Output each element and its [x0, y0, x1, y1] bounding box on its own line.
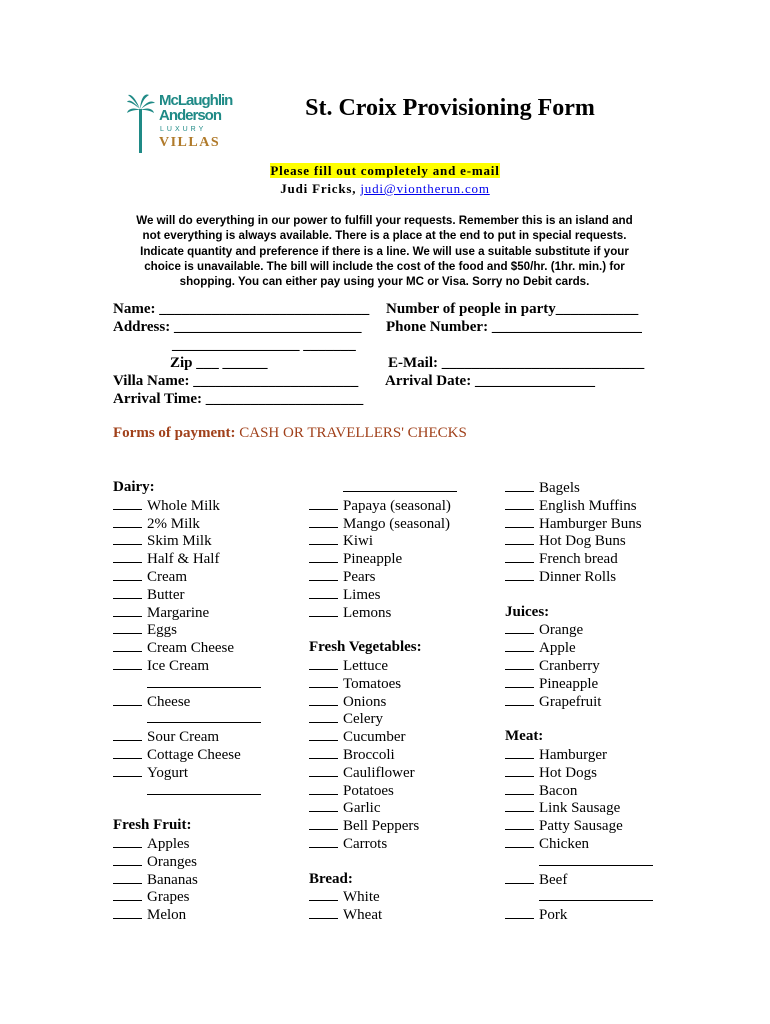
logo-line-1: McLaughlin — [159, 92, 233, 109]
quantity-blank[interactable] — [309, 746, 338, 759]
item-label: Dinner Rolls — [539, 568, 617, 585]
item-skim-milk — [113, 532, 261, 550]
quantity-blank[interactable] — [505, 782, 534, 795]
quantity-blank[interactable] — [505, 479, 534, 492]
spacer — [505, 710, 653, 728]
spacer — [309, 621, 457, 639]
quantity-blank[interactable] — [505, 550, 534, 563]
item-label: Carrots — [343, 835, 388, 852]
arrival-date-field[interactable]: Arrival Date: ________________ — [385, 373, 595, 389]
item-cottage-cheese — [113, 746, 261, 764]
intro-line: We will do everything in our power to fulfill your requests. Remember this is an island and — [136, 214, 633, 227]
quantity-blank[interactable] — [113, 515, 142, 528]
quantity-blank[interactable] — [113, 888, 142, 901]
item-white — [309, 888, 457, 906]
item-label: Kiwi — [343, 533, 373, 550]
quantity-blank[interactable] — [309, 835, 338, 848]
quantity-blank[interactable] — [505, 746, 534, 759]
name-field[interactable]: Name: ____________________________ — [113, 301, 370, 317]
item-label: Tomatoes — [343, 675, 402, 692]
item-bacon — [505, 782, 653, 800]
item-wheat — [309, 906, 457, 924]
write-in-line[interactable] — [113, 675, 261, 693]
item-bell-peppers — [309, 817, 457, 835]
quantity-blank[interactable] — [505, 515, 534, 528]
item-label: Potatoes — [343, 782, 394, 799]
logo-line-3: LUXURY — [160, 126, 207, 133]
item-label: Pears — [343, 568, 376, 585]
quantity-blank[interactable] — [309, 568, 338, 581]
quantity-blank[interactable] — [113, 871, 142, 884]
item-margarine — [113, 604, 261, 622]
quantity-blank[interactable] — [309, 817, 338, 830]
item-label: Papaya (seasonal) — [343, 497, 451, 514]
write-in-line[interactable] — [505, 853, 653, 871]
address-line-2-field[interactable]: _________________ _______ — [172, 337, 356, 353]
item-label: Apples — [147, 835, 190, 852]
item-label: Garlic — [343, 800, 381, 817]
section-header: Fresh Fruit: — [113, 817, 192, 834]
intro-line: not everything is always available. There is a place at the end to put in special requests. — [142, 229, 627, 243]
quantity-blank[interactable] — [113, 906, 142, 919]
intro-paragraph — [112, 213, 657, 289]
item-tomatoes — [309, 675, 457, 693]
item-label: Pineapple — [343, 551, 403, 568]
quantity-blank[interactable] — [505, 817, 534, 830]
quantity-blank[interactable] — [113, 835, 142, 848]
section-header: Bread: — [309, 870, 353, 887]
item-beef — [505, 871, 653, 889]
item-bananas — [113, 871, 261, 889]
item-yogurt — [113, 764, 261, 782]
item-bagels — [505, 479, 653, 497]
item-mango-seasonal — [309, 515, 457, 533]
item-cranberry — [505, 657, 653, 675]
item-half-half — [113, 550, 261, 568]
item-chicken — [505, 835, 653, 853]
intro-line: choice is unavailable. The bill will include the cost of the food and $50/hr. (1hr. min.) for — [144, 259, 625, 273]
item-hamburger-buns — [505, 515, 653, 533]
write-in-blank[interactable] — [147, 675, 261, 688]
item-label: Half & Half — [147, 551, 220, 568]
item-lemons — [309, 604, 457, 622]
quantity-blank[interactable] — [505, 764, 534, 777]
item-label: Grapefruit — [539, 693, 602, 710]
item-label: Hot Dog Buns — [539, 533, 626, 550]
quantity-blank[interactable] — [113, 550, 142, 563]
item-label: Whole Milk — [147, 497, 220, 514]
item-label: Eggs — [147, 622, 177, 639]
quantity-blank[interactable] — [505, 675, 534, 688]
item-link-sausage — [505, 799, 653, 817]
item-pork — [505, 906, 653, 924]
party-size-field[interactable]: Number of people in party___________ — [386, 301, 639, 317]
write-in-blank[interactable] — [147, 782, 261, 795]
item-label: Cauliflower — [343, 764, 415, 781]
logo-line-4: VILLAS — [159, 135, 221, 150]
quantity-blank[interactable] — [113, 728, 142, 741]
item-hot-dog-buns — [505, 532, 653, 550]
item-label: Butter — [147, 586, 185, 603]
item-cream-cheese — [113, 639, 261, 657]
item-oranges — [113, 853, 261, 871]
quantity-blank[interactable] — [113, 746, 142, 759]
payment-line — [113, 425, 467, 442]
quantity-blank[interactable] — [309, 586, 338, 599]
section-header: Juices: — [505, 603, 550, 620]
payment-value: CASH OR TRAVELLERS' CHECKS — [239, 425, 467, 441]
contact-line — [0, 181, 770, 197]
item-label: Lettuce — [343, 657, 388, 674]
fill-out-notice-text: Please fill out completely and e-mail — [270, 163, 500, 178]
payment-label: Forms of payment: — [113, 425, 236, 441]
quantity-blank[interactable] — [309, 764, 338, 777]
quantity-blank[interactable] — [309, 888, 338, 901]
quantity-blank[interactable] — [505, 657, 534, 670]
item-cream — [113, 568, 261, 586]
contact-email-link[interactable]: judi@viontherun.com — [360, 181, 490, 196]
write-in-line[interactable] — [309, 479, 457, 497]
item-label: Margarine — [147, 604, 210, 621]
item-cucumber — [309, 728, 457, 746]
item-dinner-rolls — [505, 568, 653, 586]
item-label: Mango (seasonal) — [343, 515, 451, 532]
item-garlic — [309, 799, 457, 817]
quantity-blank[interactable] — [309, 693, 338, 706]
item-pineapple — [505, 675, 653, 693]
item-apples — [113, 835, 261, 853]
item-label: Hot Dogs — [539, 764, 597, 781]
quantity-blank[interactable] — [309, 799, 338, 812]
quantity-blank[interactable] — [505, 799, 534, 812]
write-in-line[interactable] — [505, 888, 653, 906]
phone-number-field[interactable]: Phone Number: ____________________ — [386, 319, 642, 335]
quantity-blank[interactable] — [505, 621, 534, 634]
item-label: Grapes — [147, 889, 190, 906]
quantity-blank[interactable] — [113, 764, 142, 777]
item-english-muffins — [505, 497, 653, 515]
arrival-time-field[interactable]: Arrival Time: _____________________ — [113, 391, 364, 407]
item-label: 2% Milk — [147, 515, 200, 532]
item-label: Cucumber — [343, 729, 406, 746]
quantity-blank[interactable] — [505, 639, 534, 652]
quantity-blank[interactable] — [505, 835, 534, 848]
item-label: Bacon — [539, 782, 578, 799]
item-potatoes — [309, 782, 457, 800]
item-lettuce — [309, 657, 457, 675]
quantity-blank[interactable] — [309, 782, 338, 795]
item-hot-dogs — [505, 764, 653, 782]
quantity-blank[interactable] — [309, 728, 338, 741]
quantity-blank[interactable] — [505, 693, 534, 706]
item-label: Cream Cheese — [147, 640, 235, 657]
item-label: White — [343, 889, 380, 906]
item-label: Cream — [147, 568, 187, 585]
quantity-blank[interactable] — [309, 657, 338, 670]
quantity-blank[interactable] — [113, 853, 142, 866]
item-whole-milk — [113, 497, 261, 515]
write-in-line[interactable] — [113, 710, 261, 728]
quantity-blank[interactable] — [113, 497, 142, 510]
quantity-blank[interactable] — [309, 515, 338, 528]
item-onions — [309, 693, 457, 711]
contact-name: Judi Fricks, — [280, 181, 357, 196]
item-pineapple — [309, 550, 457, 568]
intro-line: shopping. You can either pay using your MC or Visa. Sorry no Debit cards. — [179, 275, 590, 289]
quantity-blank[interactable] — [309, 675, 338, 688]
column-bread-juices-meat — [505, 479, 653, 924]
spacer — [113, 799, 261, 817]
item-label: Apple — [539, 640, 576, 657]
quantity-blank[interactable] — [113, 621, 142, 634]
section-header: Dairy: — [113, 479, 155, 495]
item-2-milk — [113, 515, 261, 533]
item-french-bread — [505, 550, 653, 568]
address-field[interactable]: Address: _________________________ — [113, 319, 362, 335]
email-field[interactable]: E-Mail: ___________________________ — [388, 355, 645, 371]
section-header: Meat: — [505, 728, 544, 745]
item-label: Pork — [539, 907, 568, 924]
item-label: Skim Milk — [147, 533, 212, 550]
item-orange — [505, 621, 653, 639]
item-label: Bell Peppers — [343, 818, 420, 835]
item-label: Hamburger — [539, 746, 608, 763]
quantity-blank[interactable] — [309, 497, 338, 510]
quantity-blank[interactable] — [309, 906, 338, 919]
item-label: Beef — [539, 871, 568, 888]
item-grapefruit — [505, 693, 653, 711]
quantity-blank[interactable] — [505, 906, 534, 919]
item-label: French bread — [539, 551, 618, 568]
item-label: Onions — [343, 693, 387, 710]
spacer — [505, 586, 653, 604]
item-apple — [505, 639, 653, 657]
item-label: Melon — [147, 907, 187, 924]
logo-line-2: Anderson — [159, 107, 222, 124]
item-pears — [309, 568, 457, 586]
item-label: Cottage Cheese — [147, 746, 241, 763]
villa-name-field[interactable]: Villa Name: ______________________ — [113, 373, 359, 389]
item-cheese — [113, 693, 261, 711]
quantity-blank[interactable] — [505, 532, 534, 545]
zip-field[interactable]: Zip ___ ______ — [170, 355, 268, 371]
item-kiwi — [309, 532, 457, 550]
item-limes — [309, 586, 457, 604]
spacer — [309, 853, 457, 871]
item-grapes — [113, 888, 261, 906]
quantity-blank[interactable] — [309, 710, 338, 723]
item-label: Chicken — [539, 835, 589, 852]
write-in-blank[interactable] — [539, 888, 653, 901]
item-label: Patty Sausage — [539, 818, 623, 835]
write-in-blank[interactable] — [539, 853, 653, 866]
quantity-blank[interactable] — [113, 657, 142, 670]
quantity-blank[interactable] — [113, 586, 142, 599]
quantity-blank[interactable] — [113, 532, 142, 545]
item-cauliflower — [309, 764, 457, 782]
quantity-blank[interactable] — [309, 532, 338, 545]
item-label: Bagels — [539, 480, 580, 496]
quantity-blank[interactable] — [113, 604, 142, 617]
item-eggs — [113, 621, 261, 639]
item-label: Broccoli — [343, 746, 395, 763]
item-label: Cranberry — [539, 657, 600, 674]
item-hamburger — [505, 746, 653, 764]
item-papaya-seasonal — [309, 497, 457, 515]
write-in-line[interactable] — [113, 782, 261, 800]
item-butter — [113, 586, 261, 604]
intro-line: Indicate quantity and preference if there is a line. We will use a suitable substitute if your — [140, 244, 629, 258]
item-melon — [113, 906, 261, 924]
item-label: Ice Cream — [147, 657, 210, 674]
item-label: Pineapple — [539, 675, 599, 692]
item-label: Celery — [343, 711, 383, 728]
item-label: Oranges — [147, 853, 197, 870]
quantity-blank[interactable] — [113, 568, 142, 581]
item-label: Link Sausage — [539, 800, 621, 817]
item-sour-cream — [113, 728, 261, 746]
column-dairy-fruit — [113, 479, 261, 924]
item-celery — [309, 710, 457, 728]
item-label: Orange — [539, 622, 584, 639]
write-in-blank[interactable] — [147, 710, 261, 723]
section-header: Fresh Vegetables: — [309, 639, 422, 656]
page-title: St. Croix Provisioning Form — [305, 95, 595, 121]
write-in-blank[interactable] — [343, 479, 457, 492]
quantity-blank[interactable] — [505, 497, 534, 510]
item-label: Lemons — [343, 604, 392, 621]
item-label: Yogurt — [147, 764, 188, 781]
item-label: Cheese — [147, 693, 191, 710]
quantity-blank[interactable] — [505, 871, 534, 884]
fill-out-notice — [0, 163, 770, 179]
item-label: Wheat — [343, 907, 383, 924]
item-label: Bananas — [147, 871, 198, 888]
item-label: Limes — [343, 586, 381, 603]
quantity-blank[interactable] — [113, 639, 142, 652]
quantity-blank[interactable] — [505, 568, 534, 581]
item-patty-sausage — [505, 817, 653, 835]
item-carrots — [309, 835, 457, 853]
item-label: English Muffins — [539, 497, 637, 514]
item-broccoli — [309, 746, 457, 764]
item-ice-cream — [113, 657, 261, 675]
item-label: Hamburger Buns — [539, 515, 642, 532]
quantity-blank[interactable] — [309, 550, 338, 563]
quantity-blank[interactable] — [113, 693, 142, 706]
quantity-blank[interactable] — [309, 604, 338, 617]
column-fruit-vegetables-bread — [309, 479, 457, 924]
item-label: Sour Cream — [147, 729, 220, 746]
